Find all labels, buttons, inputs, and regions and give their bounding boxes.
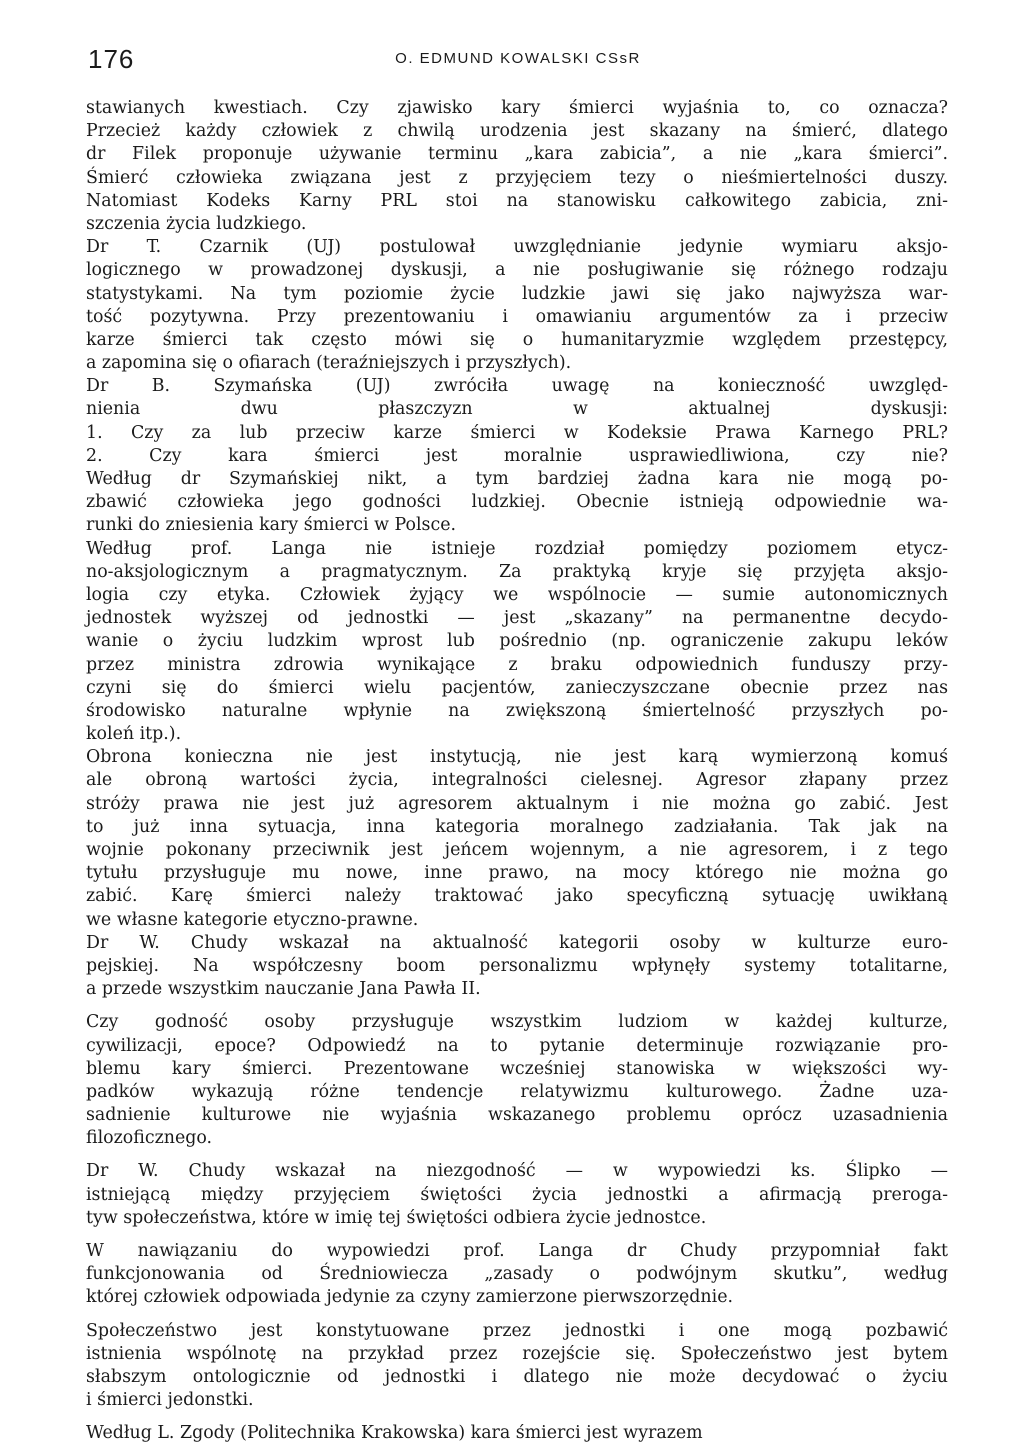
text-line: której człowiek odpowiada jedynie za czyny zamierzone pierwszorzędnie. [86,1287,734,1308]
text-line: zabić. Karę śmierci należy traktować jako specyficzną sytuację uwikłaną [86,886,948,907]
text-line: stróży prawa nie jest już agresorem aktualnym i nie można go zabić. Jest [86,793,948,814]
text-line: logia czy etyka. Człowiek żyjący we wspólnocie — sumie autonomicznych [86,584,948,605]
text-line: słabszym ontologicznie od jednostki i dlatego nie może decydować o życiu [86,1366,948,1387]
text-line: i śmierci jedonstki. [86,1390,254,1411]
text-line: Obrona konieczna nie jest instytucją, nie jest karą wymierzoną komuś [86,747,948,768]
text-line: sadnienie kulturowe nie wyjaśnia wskazanego problemu oprócz uzasadnienia [86,1105,948,1126]
paragraph [86,1422,948,1445]
text-line: Dr T. Czarnik (UJ) postulował uwzględnianie jedynie wymiaru aksjo- [86,237,948,258]
paragraph [86,1240,948,1310]
text-line: istniejącą między przyjęciem świętości życia jednostki a afirmacją prerogа- [86,1184,948,1205]
text-line: pejskiej. Na współczesny boom personalizmu wpłynęły systemy totalitarne, [86,955,948,976]
text-line: funkcjonowania od Średniowiecza „zasady o podwójnym skutku”, według [86,1264,948,1285]
paragraph [86,538,948,747]
text-line: logicznego w prowadzonej dyskusji, a nie posługiwanie się różnego rodzaju [86,260,948,281]
text-line: padków wykazują różne tendencje relatywizmu kulturowego. Żadne uza- [86,1081,948,1102]
text-line: ale obroną wartości życia, integralności cielesnej. Agresor złapany przez [86,770,948,791]
text-line: Śmierć człowieka związana jest z przyjęciem tezy o nieśmiertelności duszy. [86,167,948,188]
text-line: przez ministra zdrowia wynikające z braku odpowiednich funduszy przy- [86,654,948,675]
text-line: tyw społeczeństwa, które w imię tej świętości odbiera życie jednostce. [86,1207,707,1228]
text-line: środowisko naturalne wpłynie na zwiększoną śmiertelność przyszłych po- [86,700,948,721]
body-text [86,97,948,1446]
text-line: cywilizacji, epoce? Odpowiedź na to pytanie determinuje rozwiązanie pro- [86,1035,948,1056]
text-line: koleń itp.). [86,724,182,745]
text-line: zbawić człowieka jego godności ludzkiej. Obecnie istnieją odpowiednie wa- [86,492,948,513]
text-line: jednostek wyższej od jednostki — jest „skazany” na permanentne decydo- [86,608,948,629]
text-line: a przede wszystkim nauczanie Jana Pawła II. [86,979,481,1000]
text-line: to już inna sytuacja, inna kategoria moralnego zadziałania. Tak jak na [86,816,948,837]
running-head: O. EDMUND KOWALSKI CSsR [395,50,641,67]
text-line: stawianych kwestiach. Czy zjawisko kary śmierci wyjaśnia to, co oznacza? [86,98,948,118]
text-line: Dr B. Szymańska (UJ) zwróciła uwagę na konieczność uwzględ- [86,376,948,397]
paragraph [86,746,948,932]
text-line: statystykami. Na tym poziomie życie ludzkie jawi się jako najwyższa war- [86,283,948,304]
text-line: Społeczeństwo jest konstytuowane przez jednostki i one mogą pozbawić [86,1320,948,1341]
text-line: nienia dwu płaszczyzn w aktualnej dyskusji: [86,399,948,420]
text-line: a zapomina się o ofiarach (teraźniejszych i przyszłych). [86,353,572,374]
text-line: blemu kary śmierci. Prezentowane wcześniej stanowiska w większości wy- [86,1058,948,1079]
text-line: 1. Czy za lub przeciw karze śmierci w Kodeksie Prawa Karnego PRL? [86,422,948,443]
text-line: dr Filek proponuje używanie terminu „kara zabicia”, a nie „kara śmierci”. [86,144,948,165]
page-header [88,44,948,80]
paragraph [86,1320,948,1413]
paragraph-gap [86,1150,948,1160]
text-line: istnienia wspólnotę na przykład przez rozejście się. Społeczeństwo jest bytem [86,1343,948,1364]
text-line: Przecież każdy człowiek z chwilą urodzenia jest skazany na śmierć, dlatego [86,121,948,142]
text-line: karze śmierci tak często mówi się o humanitaryzmie względem przestępcy, [86,329,948,350]
text-line: Według dr Szymańskiej nikt, a tym bardziej żadna kara nie mogą po- [86,469,948,489]
text-line: Natomiast Kodeks Karny PRL stoi na stanowisku całkowitego zabicia, zni- [86,190,948,211]
text-line: wanie o życiu ludzkim wprost lub pośrednio (np. ograniczenie zakupu leków [86,631,948,652]
paragraph [86,1160,948,1230]
paragraph [86,236,948,375]
text-line: szczenia życia ludzkiego. [86,213,307,234]
paragraph [86,932,948,1002]
paragraph-gap [86,1310,948,1320]
text-line: 2. Czy kara śmierci jest moralnie usprawiedliwiona, czy nie? [86,445,948,466]
text-line: Czy godność osoby przysługuje wszystkim ludziom w każdej kulturze, [86,1012,948,1033]
text-line: filozoficznego. [86,1128,213,1149]
paragraph [86,97,948,236]
paragraph-gap [86,1001,948,1011]
paragraph-gap [86,1230,948,1240]
text-line: we własne kategorie etyczno-prawne. [86,909,419,930]
text-line: Według L. Zgody (Politechnika Krakowska) kara śmierci jest wyrazem [86,1423,703,1444]
text-line: tytułu przysługuje mu nowe, inne prawo, na mocy którego nie można go [86,863,948,884]
paragraph-gap [86,1412,948,1422]
text-line: W nawiązaniu do wypowiedzi prof. Langa dr Chudy przypomniał fakt [86,1241,948,1261]
paragraph [86,375,948,537]
text-line: Dr W. Chudy wskazał na aktualność kategorii osoby w kulturze euro- [86,932,948,953]
text-line: Według prof. Langa nie istnieje rozdział pomiędzy poziomem etycz- [86,538,948,559]
page-number: 176 [88,44,135,74]
text-line: czyni się do śmierci wielu pacjentów, zanieczyszczane obecnie przez nas [86,677,948,698]
text-line: no-aksjologicznym a pragmatycznym. Za praktyką kryje się przyjęta aksjo- [86,561,948,582]
paragraph [86,1011,948,1150]
text-line: Dr W. Chudy wskazał na niezgodność — w wypowiedzi ks. Ślipko — [86,1161,948,1182]
text-line: wojnie pokonany przeciwnik jest jeńcem wojennym, a nie agresorem, i z tego [86,840,948,860]
text-line: runki do zniesienia kary śmierci w Polsce. [86,515,457,536]
text-line: tość pozytywna. Przy prezentowaniu i omawianiu argumentów za i przeciw [86,306,948,327]
